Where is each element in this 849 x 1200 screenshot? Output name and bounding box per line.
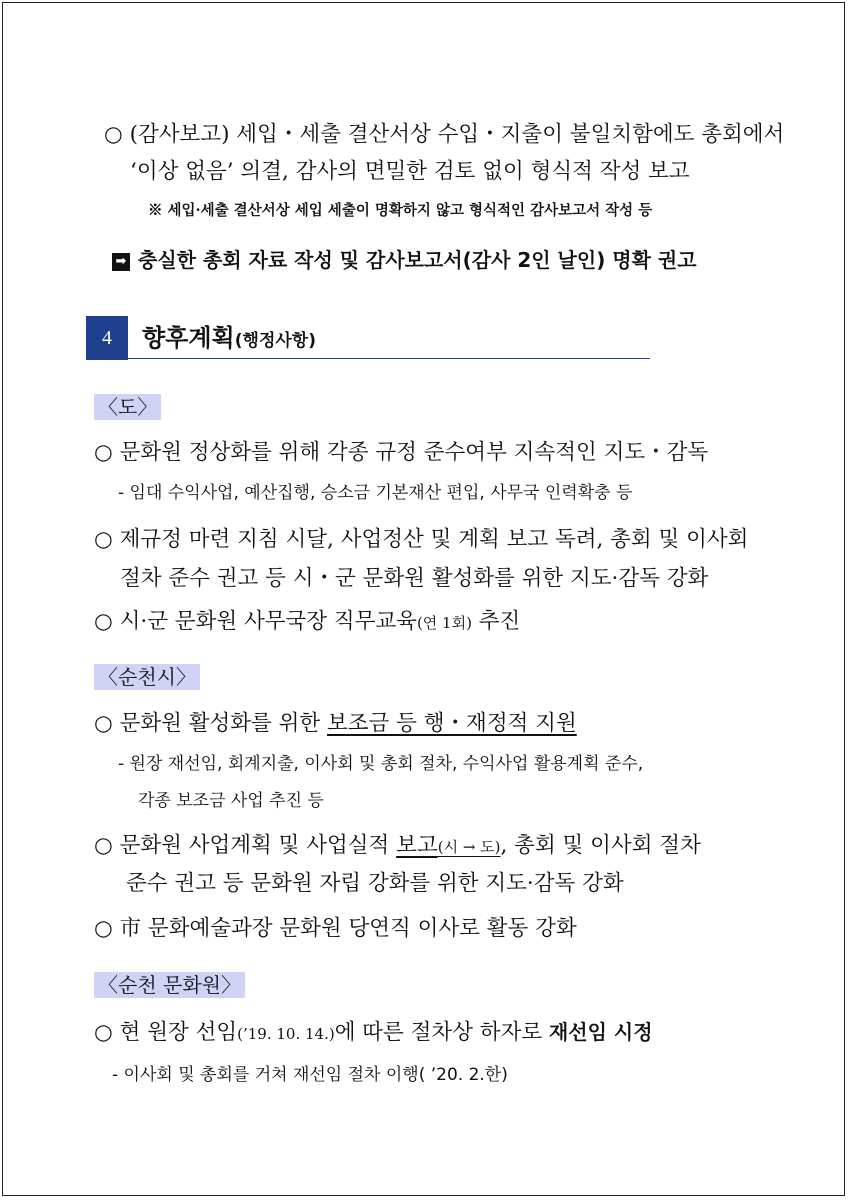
do-bullet-3-text: ○ 시·군 문화원 사무국장 직무교육 <box>94 609 417 634</box>
city-bullet-2-underlined: 보고 <box>396 833 438 858</box>
section-title-paren: (행정사항) <box>234 331 316 351</box>
audit-text-1: (감사보고) 세입・세출 결산서상 수입・지출이 불일치함에도 총회에서 <box>129 122 785 147</box>
do-bullet-2-line-2: 절차 준수 권고 등 시・군 문화원 활성화를 위한 지도·감독 강화 <box>120 566 709 591</box>
audit-line-1 <box>104 120 784 150</box>
city-bullet-2-line-2: 준수 권고 등 문화원 자립 강화를 위한 지도·감독 강화 <box>126 871 624 896</box>
section-underline <box>128 358 650 359</box>
do-bullet-1: ○ 문화원 정상화를 위해 각종 규정 준수여부 지속적인 지도・감독 <box>94 440 709 465</box>
do-bullet-2-line-1: ○ 제규정 마련 지침 시달, 사업정산 및 계획 보고 독려, 총회 및 이사회 <box>94 527 749 552</box>
center-bullet-1-mid: 에 따른 절차상 하자로 <box>334 1020 549 1045</box>
do-bullet-3-paren: (연 1회) <box>416 614 472 632</box>
city-bullet-2-line-1 <box>94 831 701 862</box>
audit-line-2: ‘이상 없음’ 의결, 감사의 면밀한 검토 없이 형식적 작성 보고 <box>130 159 690 184</box>
city-bullet-2-text: ○ 문화원 사업계획 및 사업실적 <box>94 833 397 858</box>
city-bullet-3: ○ 市 문화예술과장 문화원 당연직 이사로 활동 강화 <box>94 916 577 941</box>
section-title <box>142 318 316 361</box>
center-bullet-1 <box>94 1017 653 1049</box>
tag-do: 〈도〉 <box>94 394 161 420</box>
center-bullet-1-text: ○ 현 원장 선임 <box>94 1020 238 1045</box>
section-title-main: 향후계획 <box>142 324 235 352</box>
city-bullet-2-post: , 총회 및 이사회 절차 <box>500 833 701 858</box>
center-bullet-1-paren: (’19. 10. 14.) <box>237 1025 335 1043</box>
city-bullet-2-paren: (시 → 도) <box>437 838 501 856</box>
tag-suncheon-city: 〈순천시〉 <box>94 664 200 690</box>
do-bullet-3-post: 추진 <box>471 609 521 634</box>
arrow-right-icon: ➡ <box>112 253 130 271</box>
city-bullet-1-sub-1: - 원장 재선임, 회계지출, 이사회 및 총회 절차, 수익사업 활용계획 준수, <box>118 754 644 774</box>
section-number: 4 <box>86 316 128 360</box>
city-bullet-1-sub-2: 각종 보조금 사업 추진 등 <box>138 791 324 811</box>
city-bullet-1-underlined: 보조금 등 행・재정적 지원 <box>327 711 577 736</box>
city-bullet-1 <box>94 709 577 739</box>
city-bullet-1-text: ○ 문화원 활성화를 위한 <box>94 711 328 736</box>
tag-suncheon-cultural-center: 〈순천 문화원〉 <box>94 972 245 998</box>
center-bullet-1-bold: 재선임 시정 <box>548 1020 653 1044</box>
do-bullet-3 <box>94 607 520 638</box>
recommendation-text: 충실한 총회 자료 작성 및 감사보고서(감사 2인 날인) 명확 권고 <box>138 248 697 272</box>
bullet-circle: ○ <box>104 122 123 147</box>
center-bullet-1-sub: - 이사회 및 총회를 거쳐 재선임 절차 이행( ’20. 2.한) <box>112 1065 508 1085</box>
audit-recommendation <box>112 245 697 275</box>
audit-note: ※ 세입·세출 결산서상 세입 세출이 명확하지 않고 형식적인 감사보고서 작성 등 <box>148 202 653 219</box>
do-bullet-1-sub: - 임대 수익사업, 예산집행, 승소금 기본재산 편입, 사무국 인력확충 등 <box>118 483 633 503</box>
